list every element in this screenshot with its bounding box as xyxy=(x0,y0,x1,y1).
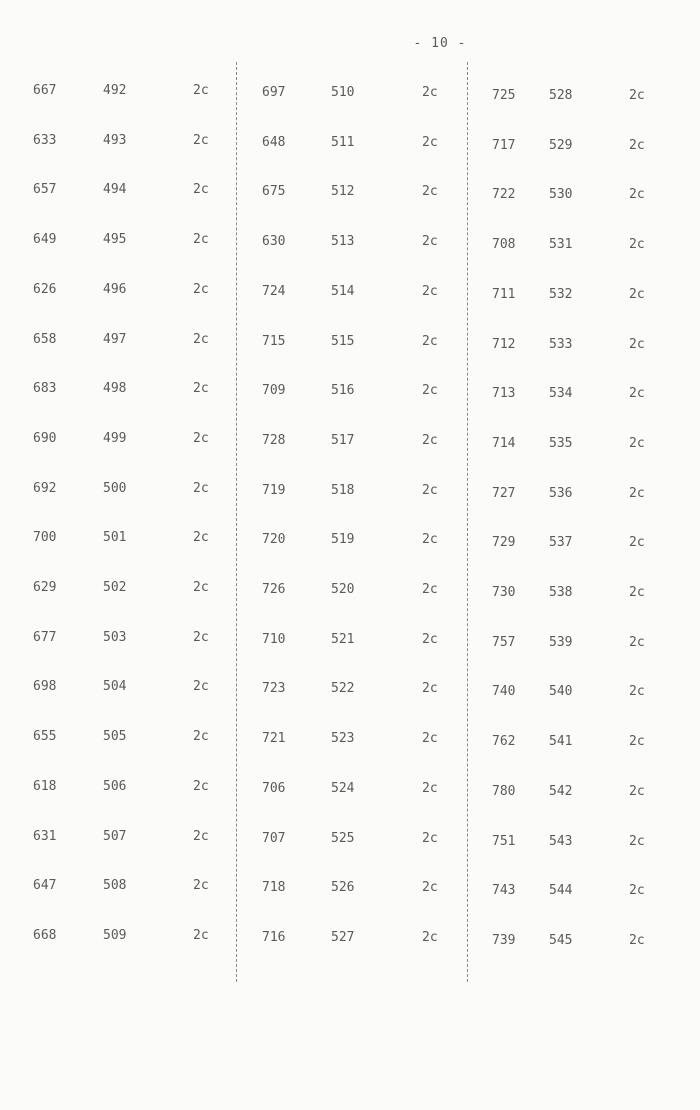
id-cell: 618 xyxy=(33,778,57,794)
code-cell: 2c xyxy=(422,134,438,150)
number-cell: 535 xyxy=(549,435,573,451)
id-cell: 713 xyxy=(492,386,516,402)
code-cell: 2c xyxy=(422,184,438,200)
number-cell: 493 xyxy=(103,132,127,148)
code-cell: 2c xyxy=(193,828,209,844)
id-cell: 751 xyxy=(492,833,516,849)
number-cell: 517 xyxy=(331,432,355,448)
id-cell: 631 xyxy=(33,828,57,844)
number-cell: 521 xyxy=(331,631,355,647)
number-cell: 541 xyxy=(549,734,573,750)
id-cell: 707 xyxy=(262,830,286,846)
code-cell: 2c xyxy=(629,286,645,302)
number-cell: 542 xyxy=(549,783,573,799)
id-cell: 710 xyxy=(262,631,286,647)
id-cell: 728 xyxy=(262,432,286,448)
id-cell: 762 xyxy=(492,734,516,750)
code-cell: 2c xyxy=(422,631,438,647)
id-cell: 677 xyxy=(33,629,57,645)
code-cell: 2c xyxy=(629,833,645,849)
number-cell: 518 xyxy=(331,482,355,498)
number-cell: 503 xyxy=(103,629,127,645)
code-cell: 2c xyxy=(193,679,209,695)
id-cell: 718 xyxy=(262,880,286,896)
number-cell: 494 xyxy=(103,182,127,198)
id-cell: 780 xyxy=(492,783,516,799)
number-cell: 544 xyxy=(549,883,573,899)
code-cell: 2c xyxy=(629,734,645,750)
number-cell: 499 xyxy=(103,430,127,446)
code-cell: 2c xyxy=(629,336,645,352)
code-cell: 2c xyxy=(193,182,209,198)
number-cell: 532 xyxy=(549,286,573,302)
id-cell: 743 xyxy=(492,883,516,899)
number-cell: 530 xyxy=(549,187,573,203)
number-cell: 525 xyxy=(331,830,355,846)
code-cell: 2c xyxy=(193,530,209,546)
number-cell: 545 xyxy=(549,932,573,948)
code-cell: 2c xyxy=(422,532,438,548)
id-cell: 739 xyxy=(492,932,516,948)
id-cell: 690 xyxy=(33,430,57,446)
id-cell: 725 xyxy=(492,88,516,103)
code-cell: 2c xyxy=(193,232,209,248)
number-cell: 497 xyxy=(103,331,127,347)
id-cell: 675 xyxy=(262,184,286,200)
code-cell: 2c xyxy=(193,878,209,894)
number-cell: 533 xyxy=(549,336,573,352)
id-cell: 712 xyxy=(492,336,516,352)
id-cell: 729 xyxy=(492,535,516,551)
id-cell: 648 xyxy=(262,134,286,150)
number-cell: 495 xyxy=(103,232,127,248)
code-cell: 2c xyxy=(193,778,209,794)
number-cell: 507 xyxy=(103,828,127,844)
code-cell: 2c xyxy=(422,880,438,896)
code-cell: 2c xyxy=(193,83,209,98)
code-cell: 2c xyxy=(629,684,645,700)
number-cell: 538 xyxy=(549,585,573,600)
number-cell: 539 xyxy=(549,634,573,650)
number-cell: 506 xyxy=(103,778,127,794)
number-cell: 531 xyxy=(549,237,573,253)
code-cell: 2c xyxy=(422,383,438,399)
code-cell: 2c xyxy=(629,435,645,451)
number-cell: 519 xyxy=(331,532,355,548)
id-cell: 719 xyxy=(262,482,286,498)
id-cell: 722 xyxy=(492,187,516,203)
id-cell: 657 xyxy=(33,182,57,198)
id-cell: 668 xyxy=(33,927,57,943)
id-cell: 706 xyxy=(262,780,286,796)
code-cell: 2c xyxy=(193,927,209,943)
id-cell: 667 xyxy=(33,83,57,98)
id-cell: 698 xyxy=(33,679,57,695)
code-cell: 2c xyxy=(422,681,438,697)
code-cell: 2c xyxy=(422,731,438,747)
id-cell: 714 xyxy=(492,435,516,451)
number-cell: 524 xyxy=(331,780,355,796)
code-cell: 2c xyxy=(629,137,645,153)
number-cell: 528 xyxy=(549,88,573,103)
code-cell: 2c xyxy=(629,386,645,402)
number-cell: 543 xyxy=(549,833,573,849)
code-cell: 2c xyxy=(422,929,438,945)
id-cell: 716 xyxy=(262,929,286,945)
id-cell: 720 xyxy=(262,532,286,548)
number-cell: 498 xyxy=(103,381,127,397)
number-cell: 513 xyxy=(331,234,355,250)
code-cell: 2c xyxy=(193,281,209,297)
id-cell: 723 xyxy=(262,681,286,697)
column-divider-right xyxy=(467,62,468,982)
number-cell: 501 xyxy=(103,530,127,546)
code-cell: 2c xyxy=(629,783,645,799)
id-cell: 697 xyxy=(262,85,286,100)
code-cell: 2c xyxy=(422,432,438,448)
code-cell: 2c xyxy=(629,585,645,600)
id-cell: 633 xyxy=(33,132,57,148)
id-cell: 700 xyxy=(33,530,57,546)
number-cell: 523 xyxy=(331,731,355,747)
code-cell: 2c xyxy=(193,729,209,745)
code-cell: 2c xyxy=(193,580,209,595)
id-cell: 727 xyxy=(492,485,516,501)
number-cell: 500 xyxy=(103,480,127,496)
id-cell: 711 xyxy=(492,286,516,302)
number-cell: 526 xyxy=(331,880,355,896)
number-cell: 510 xyxy=(331,85,355,100)
number-cell: 509 xyxy=(103,927,127,943)
code-cell: 2c xyxy=(629,237,645,253)
code-cell: 2c xyxy=(193,430,209,446)
id-cell: 630 xyxy=(262,234,286,250)
number-cell: 512 xyxy=(331,184,355,200)
code-cell: 2c xyxy=(629,485,645,501)
number-cell: 508 xyxy=(103,878,127,894)
code-cell: 2c xyxy=(422,85,438,100)
number-cell: 505 xyxy=(103,729,127,745)
id-cell: 717 xyxy=(492,137,516,153)
id-cell: 683 xyxy=(33,381,57,397)
id-cell: 721 xyxy=(262,731,286,747)
number-cell: 515 xyxy=(331,333,355,349)
code-cell: 2c xyxy=(193,331,209,347)
number-cell: 502 xyxy=(103,580,127,595)
code-cell: 2c xyxy=(422,830,438,846)
number-cell: 504 xyxy=(103,679,127,695)
code-cell: 2c xyxy=(629,634,645,650)
id-cell: 647 xyxy=(33,878,57,894)
code-cell: 2c xyxy=(422,234,438,250)
number-cell: 537 xyxy=(549,535,573,551)
number-cell: 511 xyxy=(331,134,355,150)
code-cell: 2c xyxy=(422,582,438,597)
number-cell: 536 xyxy=(549,485,573,501)
id-cell: 708 xyxy=(492,237,516,253)
code-cell: 2c xyxy=(629,187,645,203)
number-cell: 514 xyxy=(331,283,355,299)
id-cell: 715 xyxy=(262,333,286,349)
number-cell: 516 xyxy=(331,383,355,399)
number-cell: 527 xyxy=(331,929,355,945)
number-cell: 534 xyxy=(549,386,573,402)
id-cell: 692 xyxy=(33,480,57,496)
code-cell: 2c xyxy=(193,629,209,645)
code-cell: 2c xyxy=(629,88,645,103)
code-cell: 2c xyxy=(629,883,645,899)
code-cell: 2c xyxy=(193,480,209,496)
code-cell: 2c xyxy=(193,381,209,397)
number-cell: 492 xyxy=(103,83,127,98)
number-cell: 520 xyxy=(331,582,355,597)
code-cell: 2c xyxy=(193,132,209,148)
id-cell: 629 xyxy=(33,580,57,595)
id-cell: 724 xyxy=(262,283,286,299)
id-cell: 626 xyxy=(33,281,57,297)
code-cell: 2c xyxy=(422,333,438,349)
number-cell: 529 xyxy=(549,137,573,153)
page-number: - 10 - xyxy=(413,36,467,51)
id-cell: 655 xyxy=(33,729,57,745)
id-cell: 658 xyxy=(33,331,57,347)
id-cell: 726 xyxy=(262,582,286,597)
id-cell: 740 xyxy=(492,684,516,700)
code-cell: 2c xyxy=(629,932,645,948)
code-cell: 2c xyxy=(422,283,438,299)
code-cell: 2c xyxy=(422,780,438,796)
number-cell: 540 xyxy=(549,684,573,700)
id-cell: 730 xyxy=(492,585,516,600)
code-cell: 2c xyxy=(422,482,438,498)
id-cell: 709 xyxy=(262,383,286,399)
number-cell: 522 xyxy=(331,681,355,697)
id-cell: 649 xyxy=(33,232,57,248)
number-cell: 496 xyxy=(103,281,127,297)
column-divider-left xyxy=(236,62,237,982)
code-cell: 2c xyxy=(629,535,645,551)
id-cell: 757 xyxy=(492,634,516,650)
